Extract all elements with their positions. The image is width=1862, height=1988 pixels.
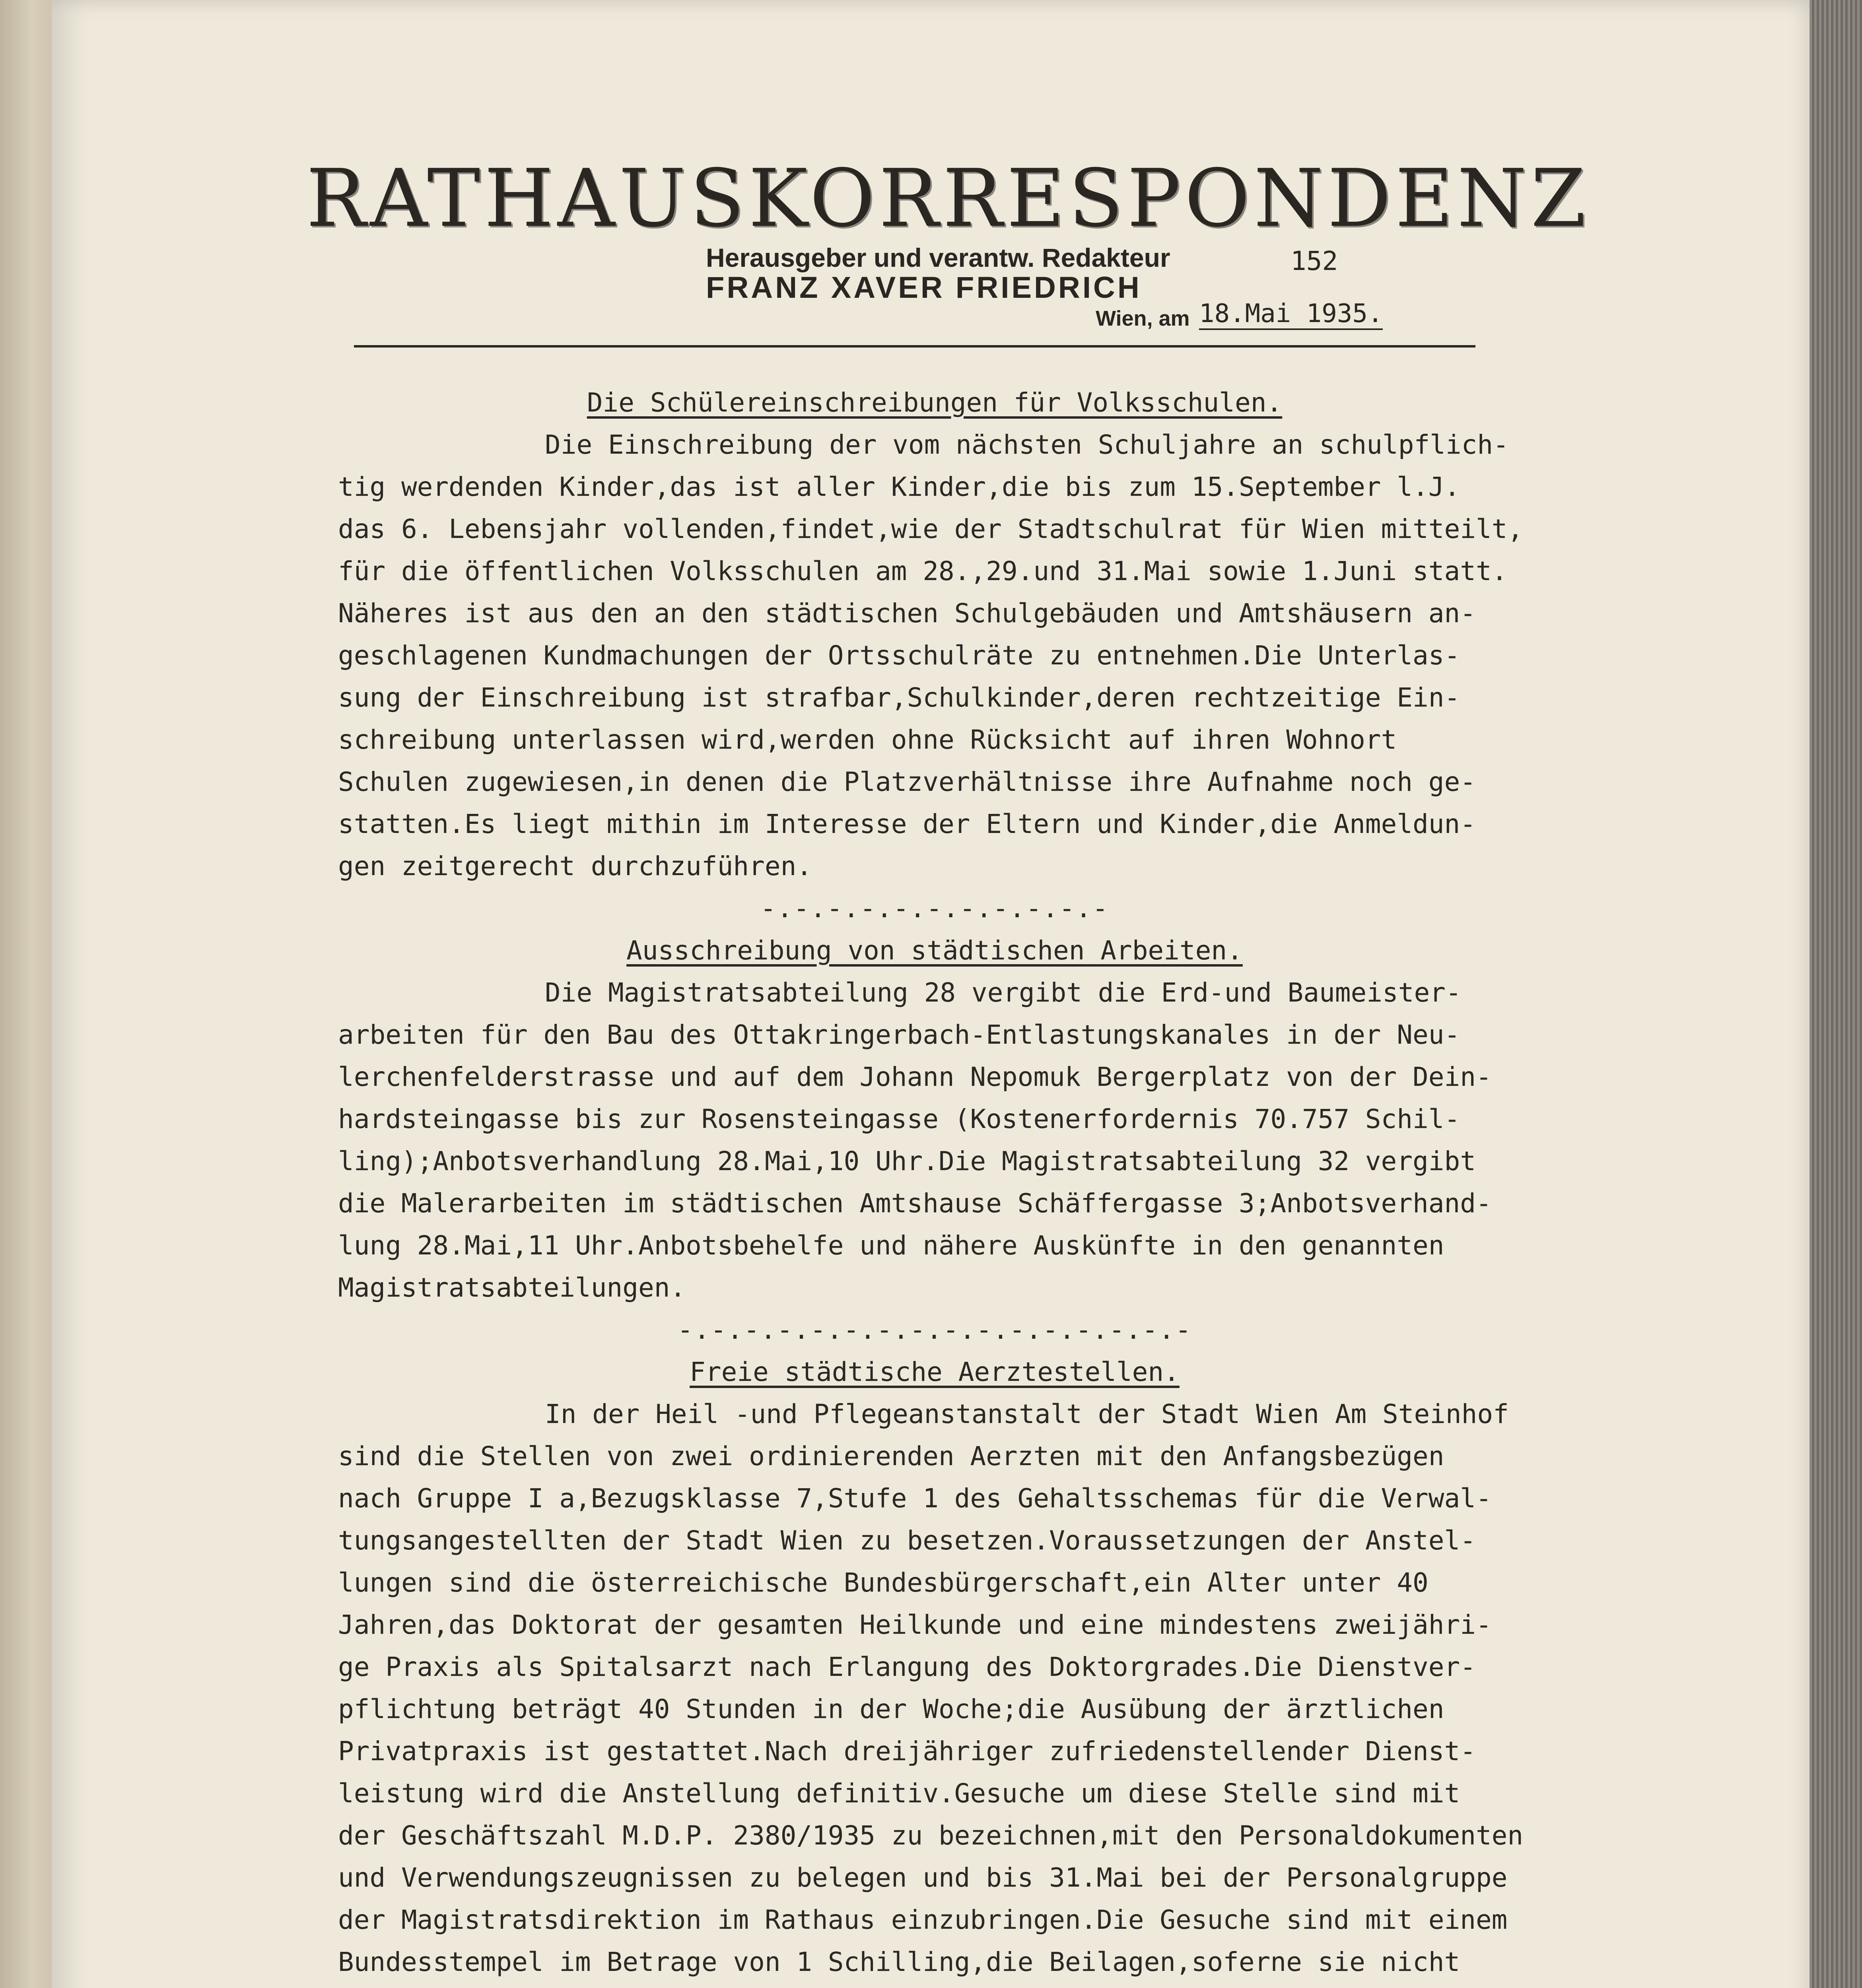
text-line: statten.Es liegt mithin im Interesse der Eltern und Kinder,die Anmeldun- [338, 809, 1476, 839]
text-line: lung 28.Mai,11 Uhr.Anbotsbehelfe und nähere Auskünfte in den genannten [338, 1230, 1444, 1261]
masthead-rule [354, 345, 1475, 348]
text-line: Magistratsabteilungen. [338, 1272, 686, 1303]
book-binding [0, 0, 52, 1988]
text-line: ling);Anbotsverhandlung 28.Mai,10 Uhr.Die Magistratsabteilung 32 vergibt [338, 1146, 1476, 1176]
text-line: arbeiten für den Bau des Ottakringerbach-Entlastungskanales in der Neu- [338, 1019, 1460, 1050]
publisher-label: Herausgeber und verantw. Redakteur [706, 243, 1170, 272]
masthead-title: RATHAUSKORRESPONDENZ [306, 152, 1590, 245]
document-body [338, 382, 1531, 1988]
text-line: sind die Stellen von zwei ordinierenden Aerzten mit den Anfangsbezügen [338, 1441, 1444, 1472]
section-separator: -.-.-.-.-.-.-.-.-.-.-.-.-.-.-.- [677, 1314, 1192, 1345]
text-line: und Verwendungszeugnissen zu belegen und bis 31.Mai bei der Personalgruppe [338, 1862, 1508, 1893]
text-line: sung der Einschreibung ist strafbar,Schulkinder,deren rechtzeitige Ein- [338, 682, 1460, 713]
text-line: tungsangestellten der Stadt Wien zu besetzen.Voraussetzungen der Anstel- [338, 1525, 1476, 1556]
page-number: 152 [1291, 246, 1338, 276]
text-line: Die Einschreibung der vom nächsten Schuljahre an schulpflich- [545, 429, 1509, 460]
text-line: leistung wird die Anstellung definitiv.Gesuche um diese Stelle sind mit [338, 1778, 1460, 1809]
masthead [306, 152, 1590, 245]
page-edges [1810, 0, 1862, 1988]
text-line: pflichtung beträgt 40 Stunden in der Woche;die Ausübung der ärztlichen [338, 1694, 1444, 1724]
text-line: Bundesstempel im Betrage von 1 Schilling,die Beilagen,soferne sie nicht [338, 1947, 1460, 1977]
text-line: für die öffentlichen Volksschulen am 28.,29.und 31.Mai sowie 1.Juni statt. [338, 556, 1508, 586]
text-line: hardsteingasse bis zur Rosensteingasse (Kostenerfordernis 70.757 Schil- [338, 1104, 1460, 1134]
text-line: Die Magistratsabteilung 28 vergibt die Erd-und Baumeister- [545, 977, 1462, 1008]
place-label: Wien, am [1096, 307, 1190, 330]
publisher-name: FRANZ XAVER FRIEDRICH [706, 271, 1142, 305]
article-heading: Freie städtische Aerztestellen. [690, 1357, 1180, 1387]
text-line: Jahren,das Doktorat der gesamten Heilkunde und eine mindestens zweijähri- [338, 1609, 1492, 1640]
text-line: schreibung unterlassen wird,werden ohne Rücksicht auf ihren Wohnort [338, 724, 1397, 755]
issue-date: 18.Mai 1935. [1199, 299, 1383, 330]
text-line: In der Heil -und Pflegeanstanstalt der Stadt Wien Am Steinhof [545, 1399, 1509, 1429]
text-line: gen zeitgerecht durchzuführen. [338, 851, 812, 881]
text-line: die Malerarbeiten im städtischen Amtshause Schäffergasse 3;Anbotsverhand- [338, 1188, 1492, 1219]
section-separator: -.-.-.-.-.-.-.-.-.-.- [760, 893, 1109, 924]
text-line: der Magistratsdirektion im Rathaus einzubringen.Die Gesuche sind mit einem [338, 1905, 1508, 1935]
text-line: ge Praxis als Spitalsarzt nach Erlangung des Doktorgrades.Die Dienstver- [338, 1652, 1476, 1682]
text-line: lungen sind die österreichische Bundesbürgerschaft,ein Alter unter 40 [338, 1567, 1429, 1598]
article-doctor-positions [338, 1351, 1531, 1988]
text-line: das 6. Lebensjahr vollenden,findet,wie der Stadtschulrat für Wien mitteilt, [338, 514, 1524, 544]
text-line: tig werdenden Kinder,das ist aller Kinder,die bis zum 15.September l.J. [338, 472, 1460, 502]
text-line: lerchenfelderstrasse und auf dem Johann Nepomuk Bergerplatz von der Dein- [338, 1062, 1492, 1092]
article-heading: Die Schülereinschreibungen für Volksschulen. [587, 387, 1283, 418]
article-heading: Ausschreibung von städtischen Arbeiten. [626, 935, 1243, 966]
article-school-enrollment [338, 382, 1531, 930]
text-line: der Geschäftszahl M.D.P. 2380/1935 zu bezeichnen,mit den Personaldokumenten [338, 1820, 1524, 1851]
text-line: Privatpraxis ist gestattet.Nach dreijähriger zufriedenstellender Dienst- [338, 1736, 1476, 1767]
text-line [338, 1983, 1531, 1988]
text-line: geschlagenen Kundmachungen der Ortsschulräte zu entnehmen.Die Unterlas- [338, 640, 1460, 671]
article-municipal-works [338, 930, 1531, 1351]
text-line: Näheres ist aus den an den städtischen Schulgebäuden und Amtshäusern an- [338, 598, 1476, 629]
text-line: nach Gruppe I a,Bezugsklasse 7,Stufe 1 des Gehaltsschemas für die Verwal- [338, 1483, 1492, 1514]
text-line: Schulen zugewiesen,in denen die Platzverhältnisse ihre Aufnahme noch ge- [338, 767, 1476, 797]
